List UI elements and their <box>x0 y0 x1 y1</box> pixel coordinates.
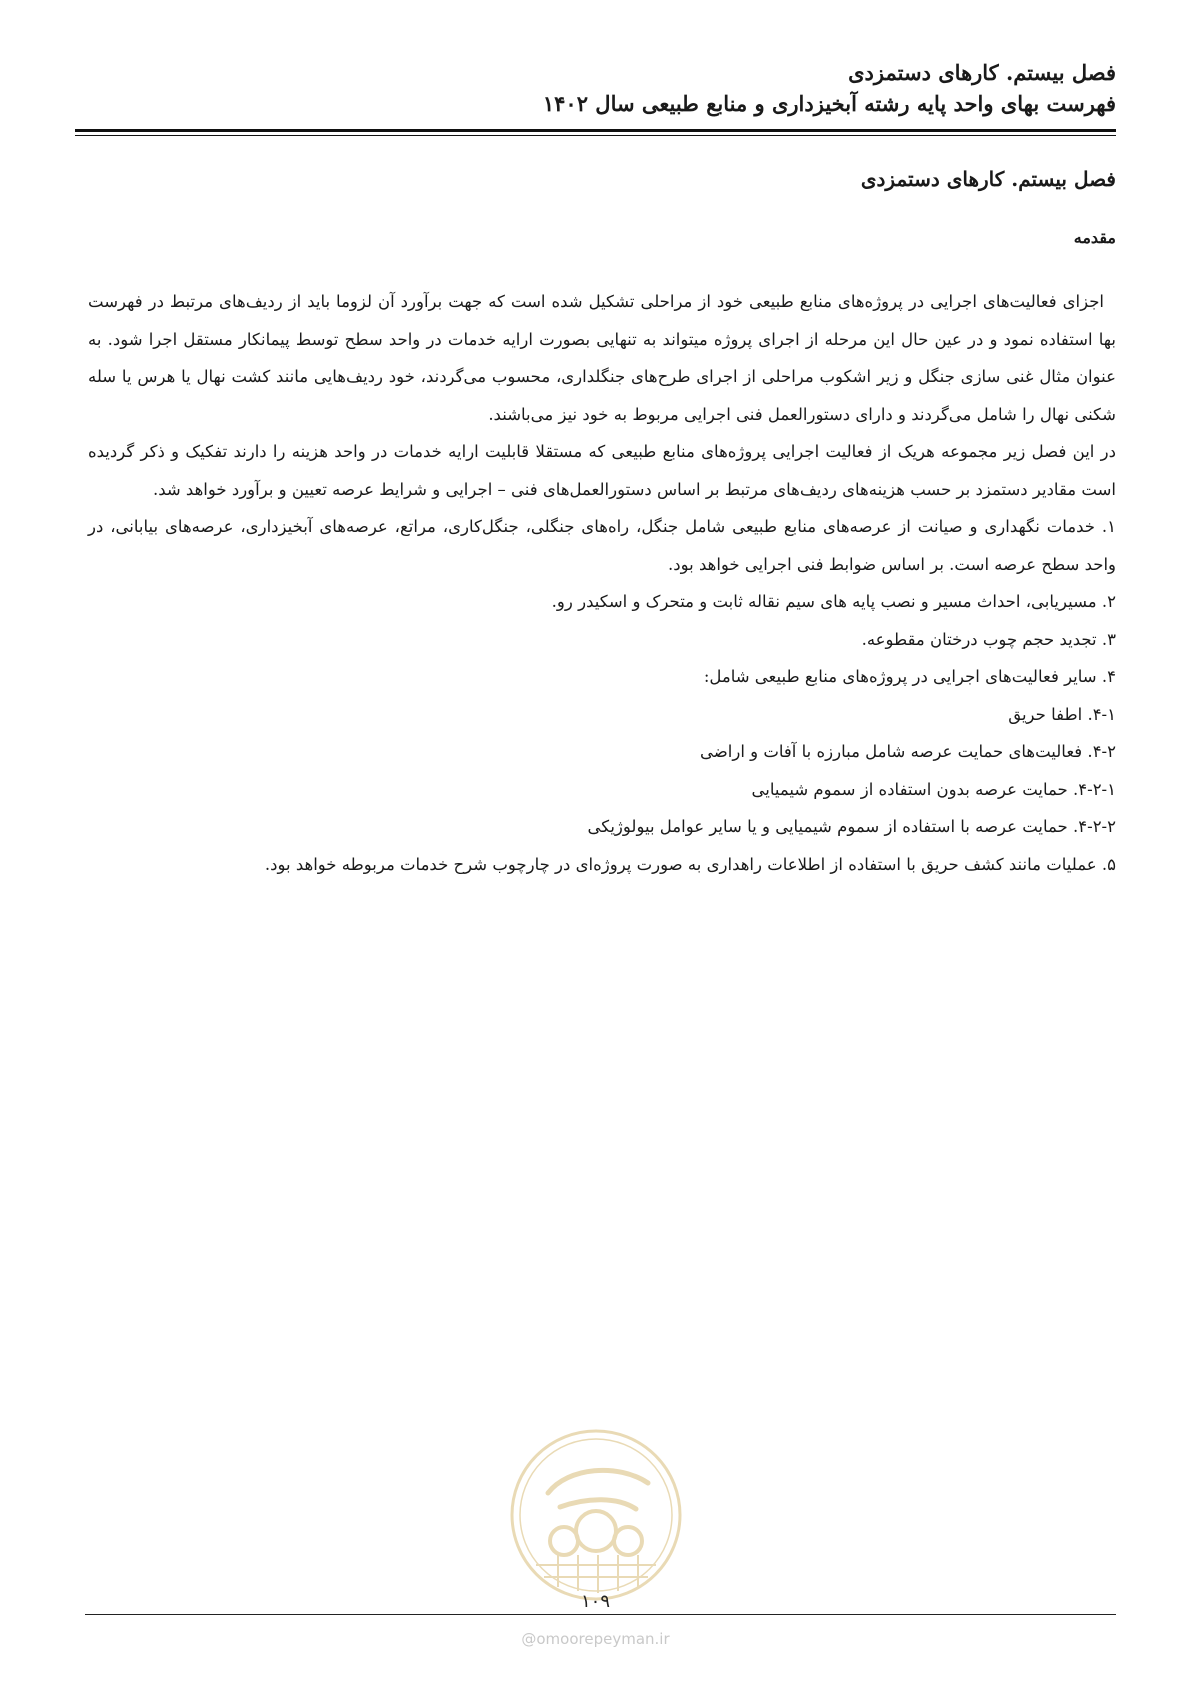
watermark-stamp <box>508 1427 684 1603</box>
page-number: ۱۰۹ <box>580 1591 610 1612</box>
list-item: ۴-۲-۱. حمایت عرصه بدون استفاده از سموم شیمیایی <box>751 779 1116 799</box>
paragraph: اجزای فعالیت‌های اجرایی در پروژه‌های منابع طبیعی خود از مراحلی تشکیل شده است که جهت برآورد آن لزوما باید از ردیف‌های مرتبط در فهرست بها استفاده نمود و در عین حال این مرحله از اجرای پروژه میتواند به تنهایی بصورت ارایه خدمات در واحد سطح توسط پیمانکار مستقل اجرا شود. به عنوان مثال غنی سازی جنگل و زیر اشکوب مراحلی از اجرای طرح‌های جنگلداری، محسوب می‌گردند، خود ردیف‌هایی مانند کشت نهال یا هرس یا سله شکنی نهال را شامل می‌گردند و دارای دستورالعمل فنی اجرایی مربوط به خود نیز می‌باشند. <box>88 292 1116 424</box>
list-item: ۴-۱. اطفا حریق <box>1008 704 1116 724</box>
list-item: ۲. مسیریابی، احداث مسیر و نصب پایه های سیم نقاله ثابت و متحرک و اسکیدر رو. <box>551 592 1116 611</box>
chapter-title: فصل بیستم. کارهای دستمزدی <box>860 167 1116 191</box>
footer-rule <box>85 1614 1116 1615</box>
list-item: ۴-۲-۲. حمایت عرصه با استفاده از سموم شیمیایی و یا سایر عوامل بیولوژیکی <box>587 817 1116 836</box>
intro-heading: مقدمه <box>1073 228 1116 247</box>
header-chapter-line: فصل بیستم. کارهای دستمزدی <box>848 60 1116 85</box>
paragraph: در این فصل زیر مجموعه هریک از فعالیت اجرایی پروژه‌های منابع طبیعی که مستقلا قابلیت ارایه خدمات در واحد هزینه را دارند تفکیک و ذکر گردیده است مقادیر دستمزد بر حسب هزینه‌های ردیف‌های مرتبط بر اساس دستورالعمل‌های فنی – اجرایی و شرایط عرصه تعیین و برآورد خواهد شد. <box>88 442 1116 499</box>
list-item: ۴-۲. فعالیت‌های حمایت عرصه شامل مبارزه با آفات و اراضی <box>700 742 1116 761</box>
header-rule-thin <box>75 135 1116 136</box>
watermark-url: @omoorepeyman.ir <box>521 1630 670 1648</box>
running-header <box>75 58 1116 120</box>
header-document-title: فهرست بهای واحد پایه رشته آبخیزداری و منابع طبیعی سال ۱۴۰۲ <box>542 91 1116 116</box>
list-item: ۳. تجدید حجم چوب درختان مقطوعه. <box>861 629 1116 649</box>
body-text <box>88 283 1116 883</box>
list-item: ۱. خدمات نگهداری و صیانت از عرصه‌های منابع طبیعی شامل جنگل، راه‌های جنگلی، جنگل‌کاری، مراتع، عرصه‌های آبخیزداری، عرصه‌های بیابانی، در واحد سطح عرصه است. بر اساس ضوابط فنی اجرایی خواهد بود. <box>88 517 1116 574</box>
header-rule-thick <box>75 129 1116 132</box>
list-item: ۵. عملیات مانند کشف حریق با استفاده از اطلاعات راهداری به صورت پروژه‌ای در چارچوب شرح خدمات مربوطه خواهد بود. <box>264 854 1116 874</box>
list-item: ۴. سایر فعالیت‌های اجرایی در پروژه‌های منابع طبیعی شامل: <box>703 667 1116 686</box>
